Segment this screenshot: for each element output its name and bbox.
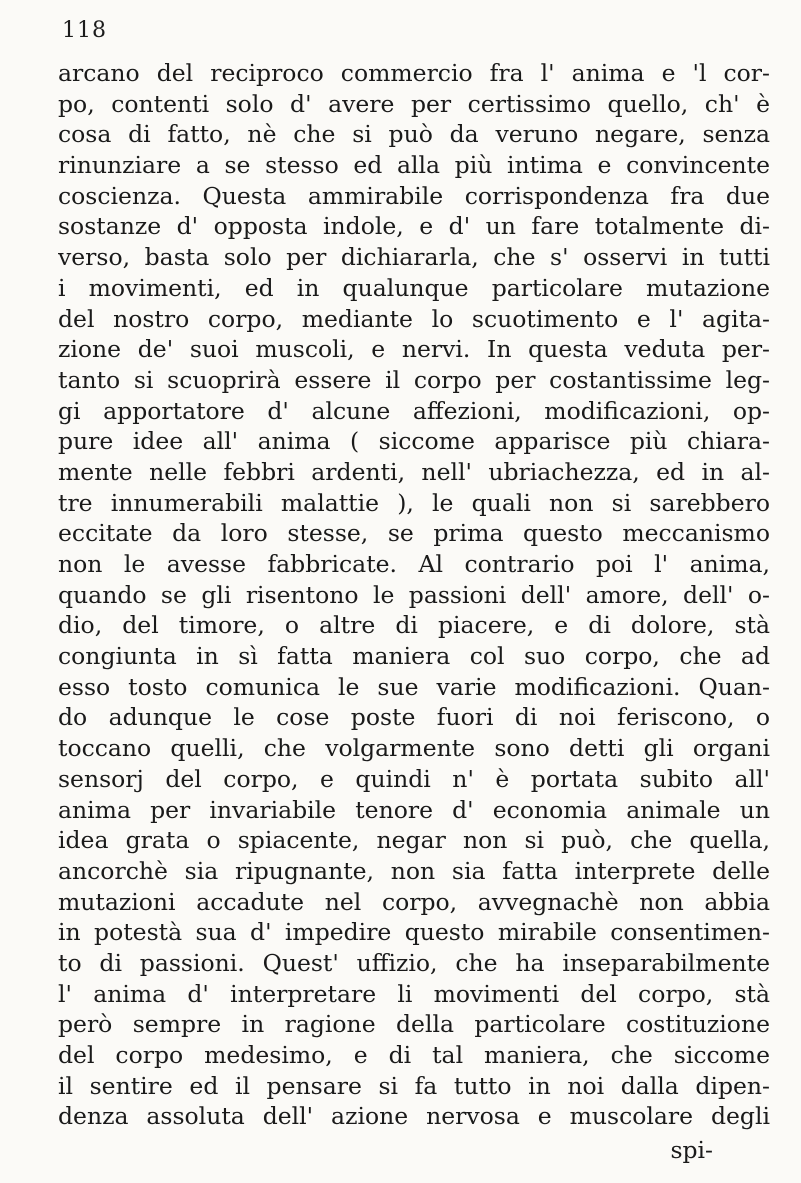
text-line: del nostro corpo, mediante lo scuotimento e l' agita-	[58, 304, 770, 333]
text-line: anima per invariabile tenore d' economia animale un	[58, 795, 770, 824]
text-line: rinunziare a se stesso ed alla più intima e convincente	[58, 151, 770, 180]
text-line: cosa di fatto, nè che si può da veruno negare, senza	[58, 120, 770, 149]
text-line: quando se gli risentono le passioni dell' amore, dell' o-	[58, 580, 770, 609]
text-line: po, contenti solo d' avere per certissimo quello, ch' è	[58, 89, 770, 118]
text-line: in potestà sua d' impedire questo mirabile consentimen-	[58, 918, 770, 947]
text-line: do adunque le cose poste fuori di noi feriscono, o	[58, 703, 770, 732]
text-line: to di passioni. Quest' uffizio, che ha inseparabilmente	[58, 948, 770, 977]
text-line: verso, basta solo per dichiararla, che s' osservi in tutti	[58, 243, 770, 272]
text-line: denza assoluta dell' azione nervosa e muscolare degli	[58, 1102, 770, 1131]
text-line: idea grata o spiacente, negar non si può, che quella,	[58, 826, 770, 855]
text-line: zione de' suoi muscoli, e nervi. In questa veduta per-	[58, 335, 770, 364]
text-line: tre innumerabili malattie ), le quali non si sarebbero	[58, 488, 770, 517]
catchword: spi-	[670, 1136, 713, 1164]
text-line: coscienza. Questa ammirabile corrispondenza fra due	[58, 181, 770, 210]
text-line: non le avesse fabbricate. Al contrario poi l' anima,	[58, 550, 770, 578]
text-line: l' anima d' interpretare li movimenti del corpo, stà	[58, 979, 770, 1008]
text-line: dio, del timore, o altre di piacere, e di dolore, stà	[58, 611, 770, 640]
text-line: congiunta in sì fatta maniera col suo corpo, che ad	[58, 642, 770, 671]
text-line: il sentire ed il pensare si fa tutto in noi dalla dipen-	[58, 1071, 770, 1100]
text-line: ancorchè sia ripugnante, non sia fatta interprete delle	[58, 856, 770, 885]
text-line: sostanze d' opposta indole, e d' un fare totalmente di-	[58, 212, 770, 241]
text-line: eccitate da loro stesse, se prima questo meccanismo	[58, 519, 770, 548]
text-line: toccano quelli, che volgarmente sono detti gli organi	[58, 734, 770, 763]
text-line: gi apportatore d' alcune affezioni, modificazioni, op-	[58, 396, 770, 425]
text-line: sensorj del corpo, e quindi n' è portata subito all'	[58, 764, 770, 793]
page-number: 118	[62, 18, 107, 43]
text-line: arcano del reciproco commercio fra l' anima e 'l cor-	[58, 59, 770, 87]
text-line: pure idee all' anima ( siccome apparisce più chiara-	[58, 427, 770, 456]
text-line: tanto si scuoprirà essere il corpo per costantissime leg-	[58, 365, 770, 394]
text-line: mutazioni accadute nel corpo, avvegnachè non abbia	[58, 887, 770, 916]
text-line: i movimenti, ed in qualunque particolare mutazione	[58, 273, 770, 302]
body-text	[58, 58, 770, 1132]
text-line: del corpo medesimo, e di tal maniera, che siccome	[58, 1041, 770, 1069]
text-line: esso tosto comunica le sue varie modificazioni. Quan-	[58, 672, 770, 701]
text-line: però sempre in ragione della particolare costituzione	[58, 1010, 770, 1039]
text-line: mente nelle febbri ardenti, nell' ubriachezza, ed in al-	[58, 457, 770, 486]
